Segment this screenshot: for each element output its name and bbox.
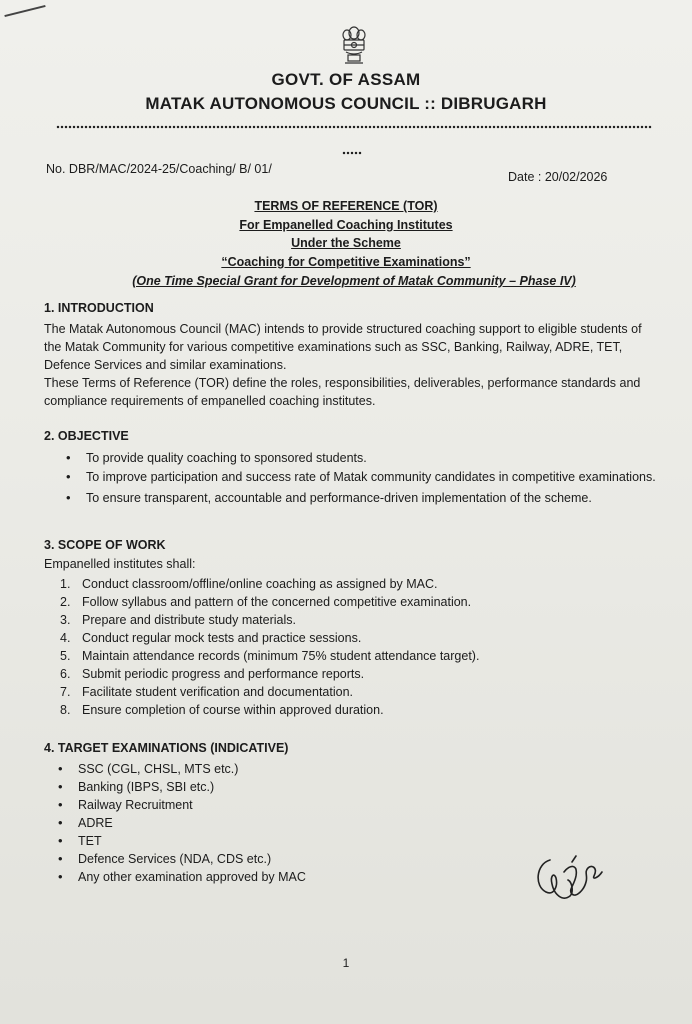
title-line-4: “Coaching for Competitive Examinations”: [221, 255, 471, 269]
list-item: • To provide quality coaching to sponsored students.: [64, 449, 664, 467]
section-heading-target-exams: 4. TARGET EXAMINATIONS (INDICATIVE): [44, 741, 289, 755]
dotted-separator-short: [342, 150, 362, 156]
section-heading-objective: 2. OBJECTIVE: [44, 429, 129, 443]
national-emblem-icon: [339, 24, 369, 66]
intro-paragraph-1: The Matak Autonomous Council (MAC) intends to provide structured coaching support to eligible students of the Matak Community for various competitive examinations such as SSC, Banking, Railway, ADRE, TET, Defence Services and similar examinations.: [44, 322, 642, 372]
section-heading-introduction: 1. INTRODUCTION: [44, 301, 154, 315]
list-item: • Defence Services (NDA, CDS etc.): [56, 850, 536, 868]
objective-list: [64, 449, 664, 507]
list-item: • To improve participation and success rate of Matak community candidates in competitive examinations.: [64, 468, 664, 486]
reference-number: No. DBR/MAC/2024-25/Coaching/ B/ 01/: [46, 162, 272, 176]
pen-mark: [4, 5, 45, 17]
title-line-1: TERMS OF REFERENCE (TOR): [254, 199, 438, 213]
list-item: 8. Ensure completion of course within approved duration.: [60, 703, 384, 717]
list-item: • Railway Recruitment: [56, 796, 536, 814]
list-item: 6. Submit periodic progress and performance reports.: [60, 667, 365, 681]
list-item: 5. Maintain attendance records (minimum 75% student attendance target).: [60, 649, 480, 663]
list-item: 1. Conduct classroom/offline/online coaching as assigned by MAC.: [60, 577, 438, 591]
intro-paragraph-2: These Terms of Reference (TOR) define the roles, responsibilities, deliverables, performance standards and compliance requirements of empanelled coaching institutes.: [44, 376, 641, 408]
list-item: • Any other examination approved by MAC: [56, 868, 536, 886]
dotted-separator: [56, 124, 652, 130]
govt-heading: GOVT. OF ASSAM: [271, 70, 421, 89]
list-item: 2. Follow syllabus and pattern of the concerned competitive examination.: [60, 595, 472, 609]
list-item: • ADRE: [56, 814, 536, 832]
list-item: • To ensure transparent, accountable and performance-driven implementation of the scheme.: [64, 489, 664, 507]
scope-lead: Empanelled institutes shall:: [44, 557, 196, 571]
list-item: • Banking (IBPS, SBI etc.): [56, 778, 536, 796]
page-number: 1: [342, 956, 350, 970]
list-item: 3. Prepare and distribute study materials.: [60, 613, 296, 627]
list-item: 7. Facilitate student verification and documentation.: [60, 685, 353, 699]
title-line-5: (One Time Special Grant for Development of Matak Community – Phase IV): [132, 274, 576, 288]
title-line-3: Under the Scheme: [291, 236, 401, 250]
signature-mark: [528, 842, 618, 912]
exams-list: [56, 760, 536, 886]
scope-list: [60, 575, 650, 719]
list-item: • TET: [56, 832, 536, 850]
list-item: • SSC (CGL, CHSL, MTS etc.): [56, 760, 536, 778]
document-date: Date : 20/02/2026: [508, 170, 608, 184]
section-heading-scope: 3. SCOPE OF WORK: [44, 538, 166, 552]
council-heading: MATAK AUTONOMOUS COUNCIL :: DIBRUGARH: [145, 94, 547, 113]
title-line-2: For Empanelled Coaching Institutes: [239, 218, 453, 232]
list-item: 4. Conduct regular mock tests and practice sessions.: [60, 631, 362, 645]
